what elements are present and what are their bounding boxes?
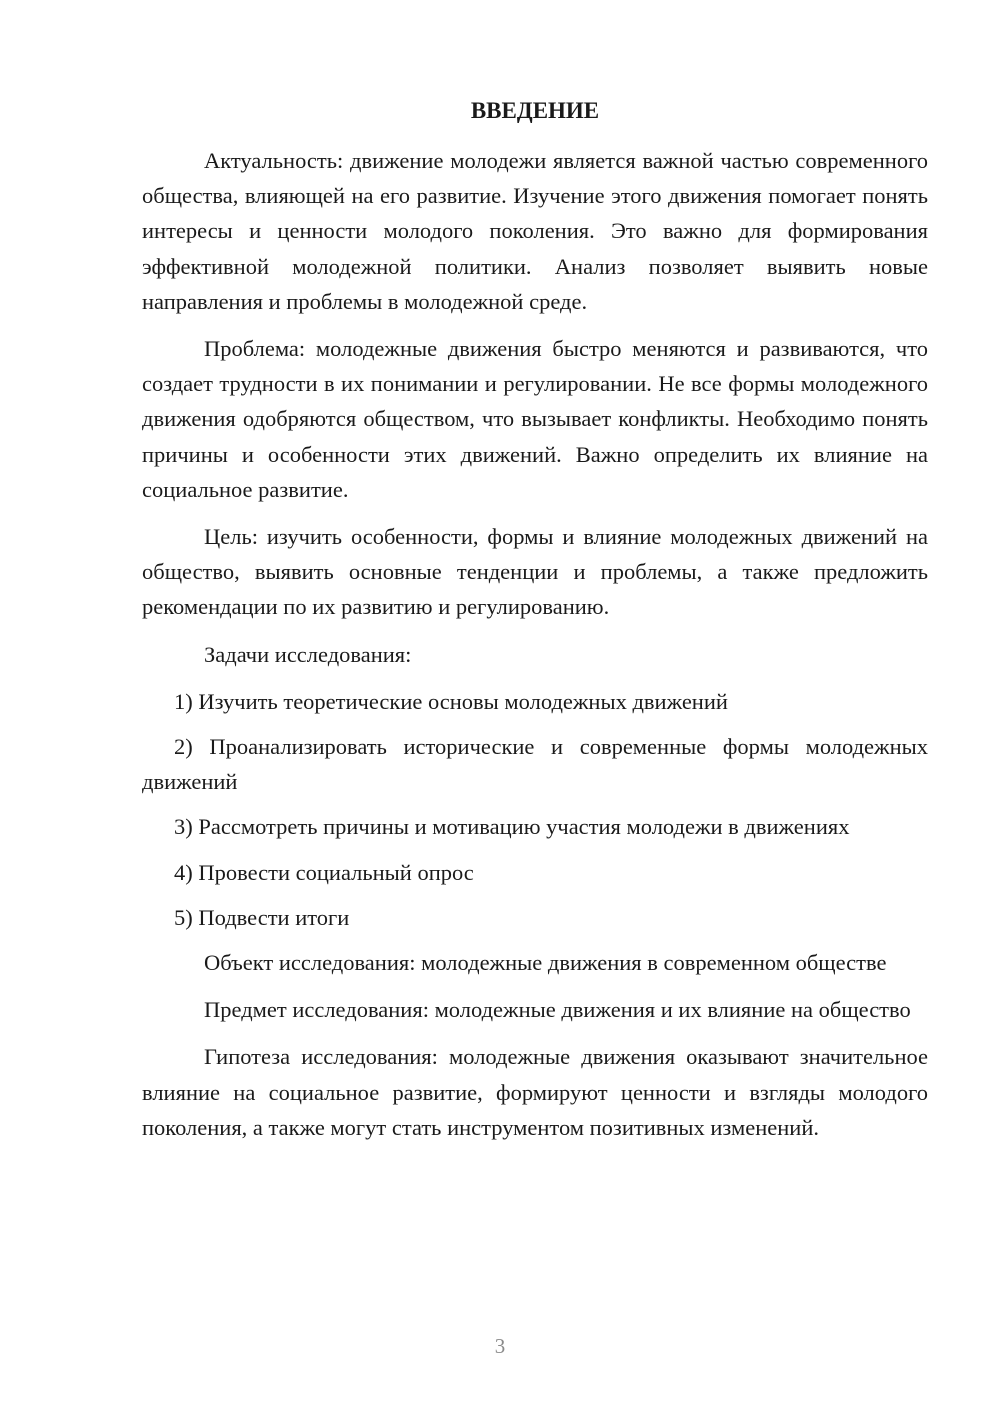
problem-paragraph: Проблема: молодежные движения быстро меняются и развиваются, что создает трудности в их понимании и регулировании. Не все формы молодежного движения одобряются обществом, что вызывает конфликты. Необходимо понять причины и особенности этих движений. Важно определить их влияние на социальное развитие. (142, 336, 928, 502)
relevance-paragraph: Актуальность: движение молодежи является важной частью современного общества, влияющей на его развитие. Изучение этого движения помогает понять интересы и ценности молодого поколения. Это важно для формирования эффективной молодежной политики. Анализ позволяет выявить новые направления и проблемы в молодежной среде. (142, 148, 928, 314)
task-item: 3) Рассмотреть причины и мотивацию участия молодежи в движениях (174, 814, 850, 840)
task-item: 2) Проанализировать исторические и современные формы молодежных движений (142, 734, 928, 795)
page-number: 3 (494, 1334, 506, 1358)
subject-paragraph: Предмет исследования: молодежные движения и их влияние на общество (204, 997, 911, 1023)
goal-paragraph: Цель: изучить особенности, формы и влияние молодежных движений на общество, выявить основные тенденции и проблемы, а также предложить рекомендации по их развитию и регулированию. (142, 524, 928, 620)
task-item: 1) Изучить теоретические основы молодежных движений (174, 688, 728, 714)
hypothesis-paragraph: Гипотеза исследования: молодежные движения оказывают значительное влияние на социальное развитие, формируют ценности и взгляды молодого поколения, а также могут стать инструментом позитивных изменений. (142, 1044, 928, 1140)
document-body (142, 143, 928, 1157)
section-heading: ВВЕДЕНИЕ (470, 98, 600, 123)
tasks-intro: Задачи исследования: (204, 641, 412, 667)
object-paragraph: Объект исследования: молодежные движения в современном обществе (204, 950, 887, 976)
task-item: 5) Подвести итоги (174, 904, 350, 930)
task-item: 4) Провести социальный опрос (174, 859, 474, 885)
